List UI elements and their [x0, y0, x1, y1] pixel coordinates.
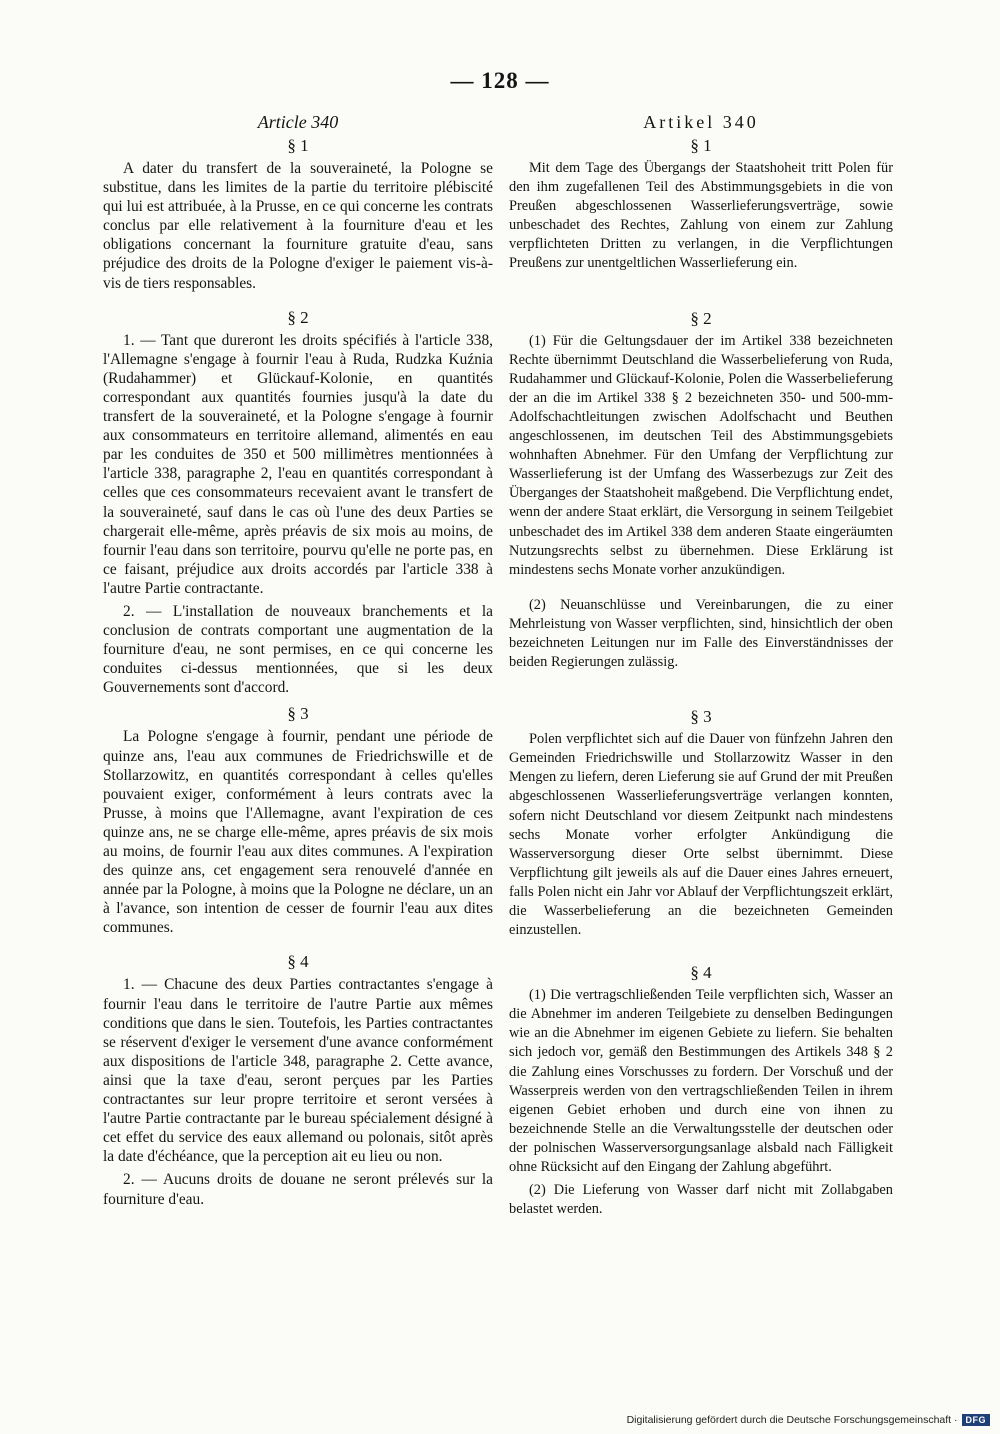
footer-text: Digitalisierung gefördert durch die Deutsche Forschungsgemeinschaft ·	[626, 1414, 958, 1426]
paragraph-de-1: Mit dem Tage des Übergangs der Staatshoheit tritt Polen für den ihm zugefallenen Teil des Abstimmungsgebiets in die von Preußen abgeschlossenen Wasserlieferungsverträge, sowie unbeschadet des Rechtes, Zahlung von einem zur Zahlung verpflichteten Dritten zu verlangen, in die Verpflichtungen Preußens zur unentgeltlichen Wasserlieferung ein.	[509, 160, 893, 272]
paragraph-fr-2-1: 1. — Tant que dureront les droits spécifiés à l'article 338, l'Allemagne s'engage à fournir l'eau à Ruda, Rudzka Kuźnia (Rudahammer) et Glückauf-Kolonie, en quantités correspondant aux quantités fournies jusqu'à la date du transfert de la souveraineté, et la Pologne s'engage à fournir aux consommateurs en territoire allemand, alimentés en eau par les conduites de 350 et 500 millimètres mentionnées à l'article 338, paragraphe 2, l'eau en quantités correspondant à celles que ces consommateurs recevaient avant le transfert de la souveraineté, sauf dans le cas où l'une des deux Parties se chargerait elle-même, après préavis de six mois au moins, de fournir l'eau dans son territoire, pourvu qu'elle ne porte pas, en ce faisant, préjudice aux droits accordés par l'article 338 à l'autre Partie contractante.	[103, 331, 493, 597]
paragraph-de-2-1: (1) Für die Geltungsdauer der im Artikel 338 bezeichneten Rechte übernimmt Deutschland die Wasserbelieferung von Ruda, Rudahammer und Glückauf-Kolonie, Polen die Wasserbelieferung der an die im Artikel 338 § 2 bezeichneten 350- und 500-mm-Adolfschachtleitungen zwischen Adolfschacht und Beuthen angeschlossenen, im deutschen Teil des Abstimmungsgebiets wohnhaften Abnehmer. Für den Umfang der Verpflichtung zur Wasserlieferung ist der Umfang des Wasserbezugs zur Zeit des Überganges der Staatshoheit maßgebend. Die Verpflichtung endet, wenn der andere Staat erklärt, die Versorgung in seinem Teilgebiet unbeschadet des im Artikel 338 dem anderen Staate eingeräumten Nutzungsrechts selbst zu übernehmen. Diese Erklärung ist mindestens sechs Monate vorher anzukündigen.	[509, 332, 893, 578]
section-label-fr-4: § 4	[287, 952, 309, 972]
section-label-de-1: § 1	[690, 136, 712, 155]
section-label-fr-3: § 3	[287, 704, 309, 724]
article-title-fr: Article 340	[257, 112, 339, 132]
paragraph-de-3: Polen verpflichtet sich auf die Dauer von fünfzehn Jahren den Gemeinden Friedrichswille und Stollarzowitz Wasser in den Mengen zu liefern, deren Lieferung sie auf Grund der mit Preußen abgeschlossenen Wasserlieferungsverträge verlangen konnten, sofern nicht Deutschland vor diesem Zeitpunkt nach mindestens sechs Monate vorher erfolgter Ankündigung die Wasserversorgung dieser Orte selbst übernimmt. Diese Verpflichtung gilt jeweils als auf die Dauer eines Jahres erneuert, falls Polen nicht ein Jahr vor Ablauf der Verpflichtungszeit erklärt, die Wasserbelieferung an die bezeichneten Gemeinden einzustellen.	[509, 731, 893, 939]
section-label-fr-1: § 1	[287, 136, 309, 155]
dfg-logo: DFG	[962, 1414, 991, 1426]
paragraph-fr-3: La Pologne s'engage à fournir, pendant une période de quinze ans, l'eau aux communes de Friedrichswille et de Stollarzowitz, en quantités correspondant à celles qu'elles pouvaient exiger, conformément à leurs contrats avec la Prusse, à moins que l'Allemagne, avant l'expiration de ces quinze ans, ne se charge elle-même, apres préavis de six mois au moins, de fournir l'eau aux dites communes. A l'expiration des quinze ans, cet engagement sera renouvelé d'année en année par la Pologne, à moins que la Pologne ne déclare, un an à l'avance, son intention de cesser de fournir l'eau aux dites communes.	[103, 728, 493, 937]
paragraph-de-2-2: (2) Neuanschlüsse und Vereinbarungen, die zu einer Mehrleistung von Wasser verpflichten, sind, hinsichtlich der oben bezeichneten Leitungen nur im Falle des Einverständnisses der beiden Regierungen zulässig.	[509, 596, 893, 671]
page-number: — 128 —	[450, 68, 550, 93]
section-label-de-3: § 3	[690, 707, 712, 727]
paragraph-fr-4-1: 1. — Chacune des deux Parties contractantes s'engage à fournir l'eau dans le territoire de l'autre Partie aux mêmes conditions que dans le sien. Toutefois, les Parties contractantes se réservent d'exiger le versement d'une avance conformément aux dispositions de l'article 348, paragraphe 2. Cette avance, ainsi que la taxe d'eau, seront perçues par les Parties contractantes sur leur propre territoire et seront versées à l'autre Partie contractante par le bureau spécialement désigné à cet effet du service des eaux allemand ou polonais, sitôt après la date d'échéance, que la perception ait eu lieu ou non.	[103, 976, 493, 1166]
footer	[627, 1414, 990, 1426]
article-title-de: Artikel 340	[643, 112, 759, 132]
paragraph-fr-2-2: 2. — L'installation de nouveaux branchements et la conclusion de contrats comportant une augmentation de la fourniture d'eau, ne sont permises, en ce qui concerne les conduites ci-dessus mentionnées, que si les deux Gouvernements sont d'accord.	[103, 602, 493, 697]
paragraph-de-4-2: (2) Die Lieferung von Wasser darf nicht mit Zollabgaben belastet werden.	[509, 1182, 893, 1218]
german-column	[509, 112, 893, 1219]
section-label-de-4: § 4	[690, 963, 712, 983]
section-label-de-2: § 2	[690, 308, 712, 328]
paragraph-fr-4-2: 2. — Aucuns droits de douane ne seront prélevés sur la fourniture d'eau.	[103, 1171, 493, 1208]
french-column	[103, 112, 493, 1209]
section-label-fr-2: § 2	[287, 307, 309, 327]
paragraph-fr-1: A dater du transfert de la souveraineté, la Pologne se substitue, dans les limites de la partie du territoire plébiscité qui lui est attribuée, à la Prusse, en ce qui concerne les contrats conclus par elle relativement à la fourniture d'eau et les obligations concernant la fourniture gratuite d'eau, sans préjudice des droits de la Pologne d'exiger le paiement vis-à-vis de tiers responsables.	[103, 160, 493, 292]
paragraph-de-4-1: (1) Die vertragschließenden Teile verpflichten sich, Wasser an die Abnehmer im anderen Teilgebiete zu denselben Bedingungen wie an die Abnehmer im eigenen Gebiete zu liefern. Sie behalten sich jedoch vor, gemäß den Bestimmungen des Artikels 348 § 2 die Zahlung eines Vorschusses zu fordern. Der Vorschuß und der Wasserpreis werden von den vertragschließenden Teilen in ihrem eigenen Gebiet erhoben und durch eine von ihnen zu bezeichnende Stelle an die Verwaltungsstelle der deutschen oder der polnischen Wasserversorgungsanlage alsbald nach Fälligkeit ohne Rücksicht auf den Eingang der Zahlung abgeführt.	[509, 987, 893, 1176]
